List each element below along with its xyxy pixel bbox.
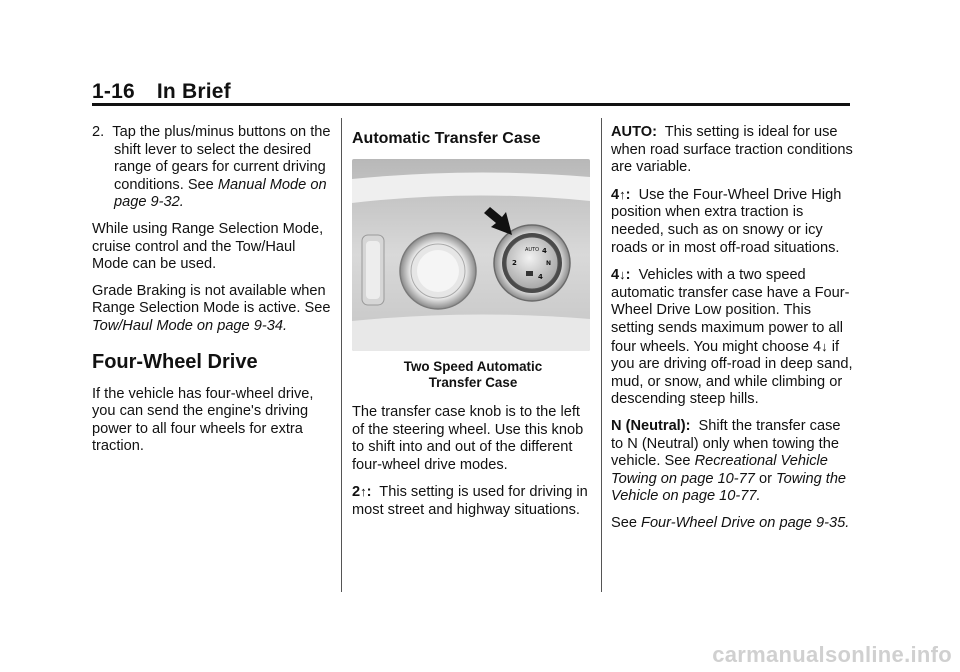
- page-header: [92, 80, 231, 104]
- column-2: [352, 124, 594, 529]
- knob-label-4-low: 4: [538, 273, 543, 281]
- figure-caption: Two Speed Automatic Transfer Case: [403, 359, 543, 390]
- arrow-up-icon: ↑: [619, 186, 626, 202]
- link-tow-haul[interactable]: Tow/Haul Mode on page 9-34: [92, 317, 283, 334]
- paragraph-auto: AUTO: This setting is ideal for use when road surface traction conditions are variable.: [611, 124, 853, 176]
- link-rv-towing[interactable]: Recreational Vehicle Towing on page 10-77: [611, 453, 828, 487]
- column-divider-2: [601, 118, 602, 592]
- arrow-down-icon: ↓: [821, 338, 828, 354]
- paragraph-see-four-wheel: See Four-Wheel Drive on page 9-35.: [611, 514, 850, 531]
- heading-four-wheel-drive: Four-Wheel Drive: [92, 350, 258, 373]
- link-manual-mode[interactable]: Manual Mode on page 9-32: [114, 176, 327, 211]
- link-four-wheel-drive[interactable]: Four-Wheel Drive on page 9-35: [641, 514, 846, 531]
- column-3: [611, 124, 856, 541]
- knob-label-auto: AUTO: [525, 247, 540, 253]
- knob-label-n: N: [546, 260, 552, 267]
- arrow-down-icon: ↓: [619, 267, 626, 283]
- paragraph-transfer-knob: The transfer case knob is to the left of the steering wheel. Use this knob to shift into and out of the different four-wheel drive modes.: [352, 404, 584, 473]
- link-towing-vehicle[interactable]: Towing the Vehicle on page 10-77: [611, 470, 847, 505]
- paragraph-grade-braking: Grade Braking is not available when Range Selection Mode is active. See Tow/Haul Mode on page 9-34.: [92, 282, 331, 334]
- paragraph-four-wheel-drive: If the vehicle has four-wheel drive, you can send the engine's driving power to all four wheels for extra traction.: [92, 385, 314, 455]
- transfer-case-illustration: [352, 159, 590, 351]
- section-title: In Brief: [156, 80, 231, 103]
- heading-automatic-transfer-case: Automatic Transfer Case: [352, 130, 541, 147]
- watermark: carmanualsonline.info: [712, 642, 952, 667]
- paragraph-two-high: 2↑: This setting is used for driving in most street and highway situations.: [352, 484, 588, 518]
- paragraph-neutral: N (Neutral): Shift the transfer case to N (Neutral) only when towing the vehicle. See Recreational Vehicle Towing on page 10-77 or Towing the Vehicle on page 10-77.: [611, 417, 847, 505]
- page-number: 1-16: [92, 80, 135, 103]
- knob-label-2: 2: [512, 259, 517, 267]
- paragraph-four-high: 4↑: Use the Four-Wheel Drive High position when extra traction is needed, such as on snowy or icy roads or in most off-road situations.: [611, 186, 842, 256]
- arrow-up-icon: ↑: [360, 484, 367, 500]
- list-item-2: 2. Tap the plus/minus buttons on the shift lever to select the desired range of gears for current driving conditions. See Manual Mode on page 9-32.: [92, 124, 331, 211]
- column-divider-1: [341, 118, 342, 592]
- column-1: [92, 124, 332, 465]
- header-rule: [92, 103, 850, 106]
- paragraph-four-low: 4↓: Vehicles with a two speed automatic transfer case have a Four-Wheel Drive Low position. This setting sends maximum power to all four wheels. You might choose 4↓ if you are driving off-road in deep sand, mud, or snow, and while climbing or descending steep hills.: [611, 267, 853, 408]
- transfer-case-figure: [352, 159, 590, 351]
- knob-label-4-high: 4: [542, 247, 547, 255]
- paragraph-range-selection: While using Range Selection Mode, cruise control and the Tow/Haul Mode can be used.: [92, 220, 324, 273]
